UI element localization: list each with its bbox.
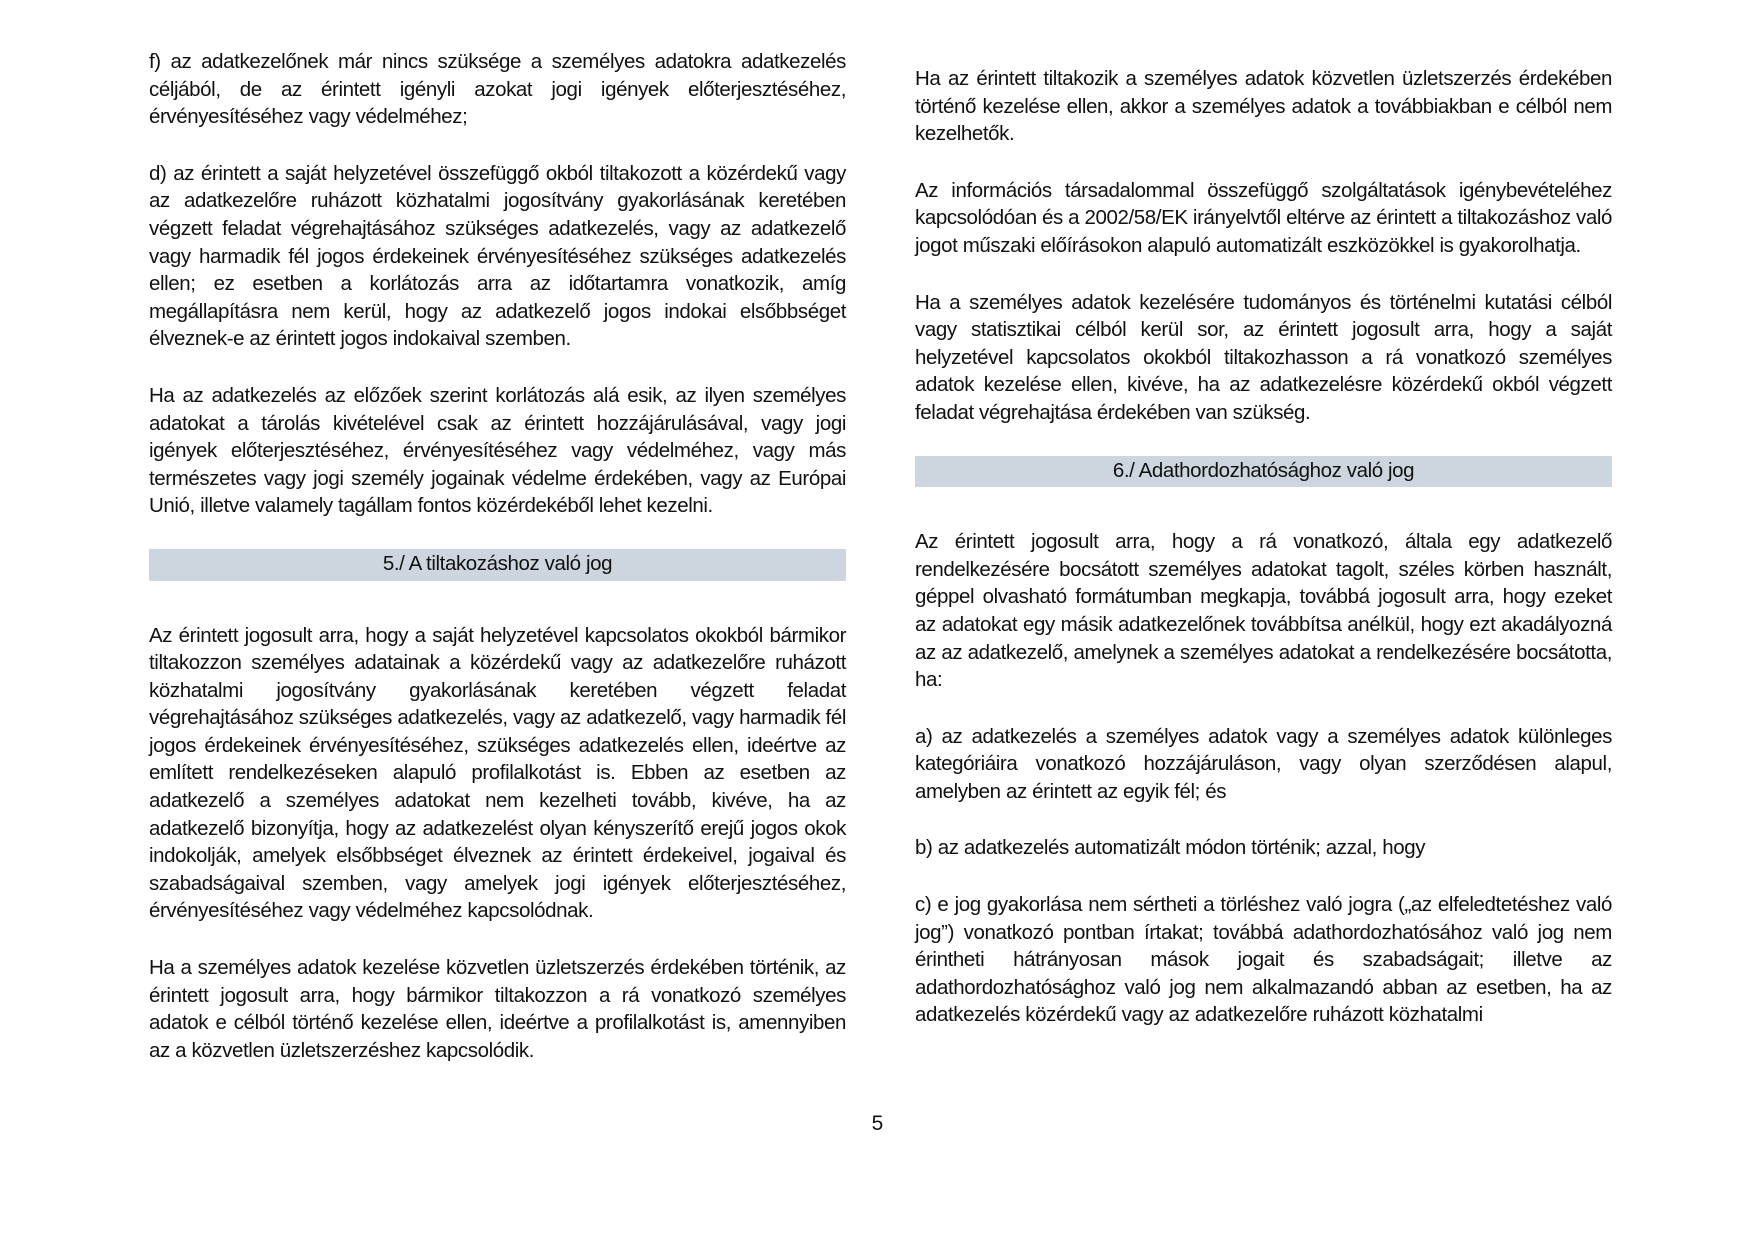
- paragraph-research-statistics: Ha a személyes adatok kezelésére tudományos és történelmi kutatási célból vagy statisztikai célból kerül sor, az érintett jogosult arra, hogy a saját helyzetével kapcsolatos okokból tiltakozhasson a rá vonatkozó személyes adatok kezelése ellen, kivéve, ha az adatkezelésre közérdekű okból végzett feladat végrehajtása érdekében van szükség.: [915, 290, 1612, 424]
- paragraph-dm-objection-effect: Ha az érintett tiltakozik a személyes adatok közvetlen üzletszerzés érdekében történő kezelése ellen, akkor a személyes adatok a továbbiakban e célból nem kezelhetők.: [915, 67, 1612, 146]
- paragraph-condition-a: a) az adatkezelés a személyes adatok vagy a személyes adatok különleges kategóriáira vonatkozó hozzájáruláson, vagy olyan szerződésen alapul, amelyben az érintett az egyik fél; és: [915, 724, 1612, 803]
- paragraph-condition-b: b) az adatkezelés automatizált módon történik; azzal, hogy: [915, 836, 1426, 860]
- paragraph-condition-c: c) e jog gyakorlása nem sértheti a törléshez való jogra („az elfeledtetéshez való jog”) vonatkozó pontban írtakat; továbbá adathordozhatósához való jog nem érintheti hátrányosan mások jogait és szabadságait; illetve az adathordozhatósághoz való jog nem alkalmazandó abban az esetben, ha az adatkezelés közérdekű vagy az adatkezelőre ruházott közhatalmi: [915, 893, 1612, 1027]
- paragraph-point-f: f) az adatkezelőnek már nincs szüksége a személyes adatokra adatkezelés céljából, de az érintett igényli azokat jogi igények előterjesztéséhez, érvényesítéséhez vagy védelméhez;: [149, 50, 846, 129]
- paragraph-restricted-processing: Ha az adatkezelés az előzőek szerint korlátozás alá esik, az ilyen személyes adatokat a tárolás kivételével csak az érintett hozzájárulásával, vagy jogi igények előterjesztéséhez, érvényesítéséhez vagy védelméhez, vagy más természetes vagy jogi személy jogainak védelme érdekében, vagy az Európai Unió, illetve valamely tagállam fontos közérdekéből lehet kezelni.: [149, 383, 846, 518]
- section-heading-5-right-to-object: 5./ A tiltakozáshoz való jog: [149, 549, 846, 581]
- paragraph-information-society: Az információs társadalommal összefüggő szolgáltatások igénybevételéhez kapcsolódóan és a 2002/58/EK irányelvtől eltérve az érintett a tiltakozáshoz való jogot műszaki előírásokon alapuló automatizált eszközökkel is gyakorolhatja.: [915, 178, 1612, 257]
- page-number: 5: [871, 1112, 884, 1135]
- paragraph-data-portability: Az érintett jogosult arra, hogy a rá vonatkozó, általa egy adatkezelő rendelkezésére bocsátott személyes adatokat tagolt, széles körben használt, géppel olvasható formátumban megkapja, továbbá jogosult arra, hogy ezeket az adatokat egy másik adatkezelőnek továbbítsa anélkül, hogy ezt akadályozná az az adatkezelő, amelynek a személyes adatokat a rendelkezésére bocsátotta, ha:: [915, 530, 1612, 692]
- paragraph-objection-right: Az érintett jogosult arra, hogy a saját helyzetével kapcsolatos okokból bármikor tiltakozzon személyes adatainak a közérdekű vagy az adatkezelőre ruházott közhatalmi jogosítvány gyakorlásának keretében végzett feladat végrehajtásához szükséges adatkezelés, vagy az adatkezelő, vagy harmadik fél jogos érdekeinek érvényesítéséhez, szükséges adatkezelés ellen, ideértve az említett rendelkezéseken alapuló profilalkotást is. Ebben az esetben az adatkezelő a személyes adatokat nem kezelheti tovább, kivéve, ha az adatkezelő bizonyítja, hogy az adatkezelést olyan kényszerítő erejű jogos okok indokolják, amelyek elsőbbséget élveznek az érintett érdekeivel, jogaival és szabadságaival szemben, vagy amelyek jogi igények előterjesztéséhez, érvényesítéséhez vagy védelméhez kapcsolódnak.: [149, 623, 846, 923]
- paragraph-point-d: d) az érintett a saját helyzetével összefüggő okból tiltakozott a közérdekű vagy az adatkezelőre ruházott közhatalmi jogosítvány gyakorlásának keretében végzett feladat végrehajtásához szükséges adatkezelés, vagy az adatkezelő vagy harmadik fél jogos érdekeinek érvényesítéséhez szükséges adatkezelés ellen; ez esetben a korlátozás arra az időtartamra vonatkozik, amíg megállapításra nem kerül, hogy az adatkezelő jogos indokai elsőbbséget élveznek-e az érintett jogos indokaival szemben.: [149, 161, 846, 351]
- right-column: [915, 65, 1612, 1093]
- section-heading-6-data-portability: 6./ Adathordozhatósághoz való jog: [915, 456, 1612, 488]
- paragraph-direct-marketing: Ha a személyes adatok kezelése közvetlen üzletszerzés érdekében történik, az érintett jogosult arra, hogy bármikor tiltakozzon a rá vonatkozó személyes adatok e célból történő kezelése ellen, ideértve a profilalkotást is, amennyiben az a közvetlen üzletszerzéshez kapcsolódik.: [149, 956, 846, 1062]
- left-column: [149, 48, 846, 1093]
